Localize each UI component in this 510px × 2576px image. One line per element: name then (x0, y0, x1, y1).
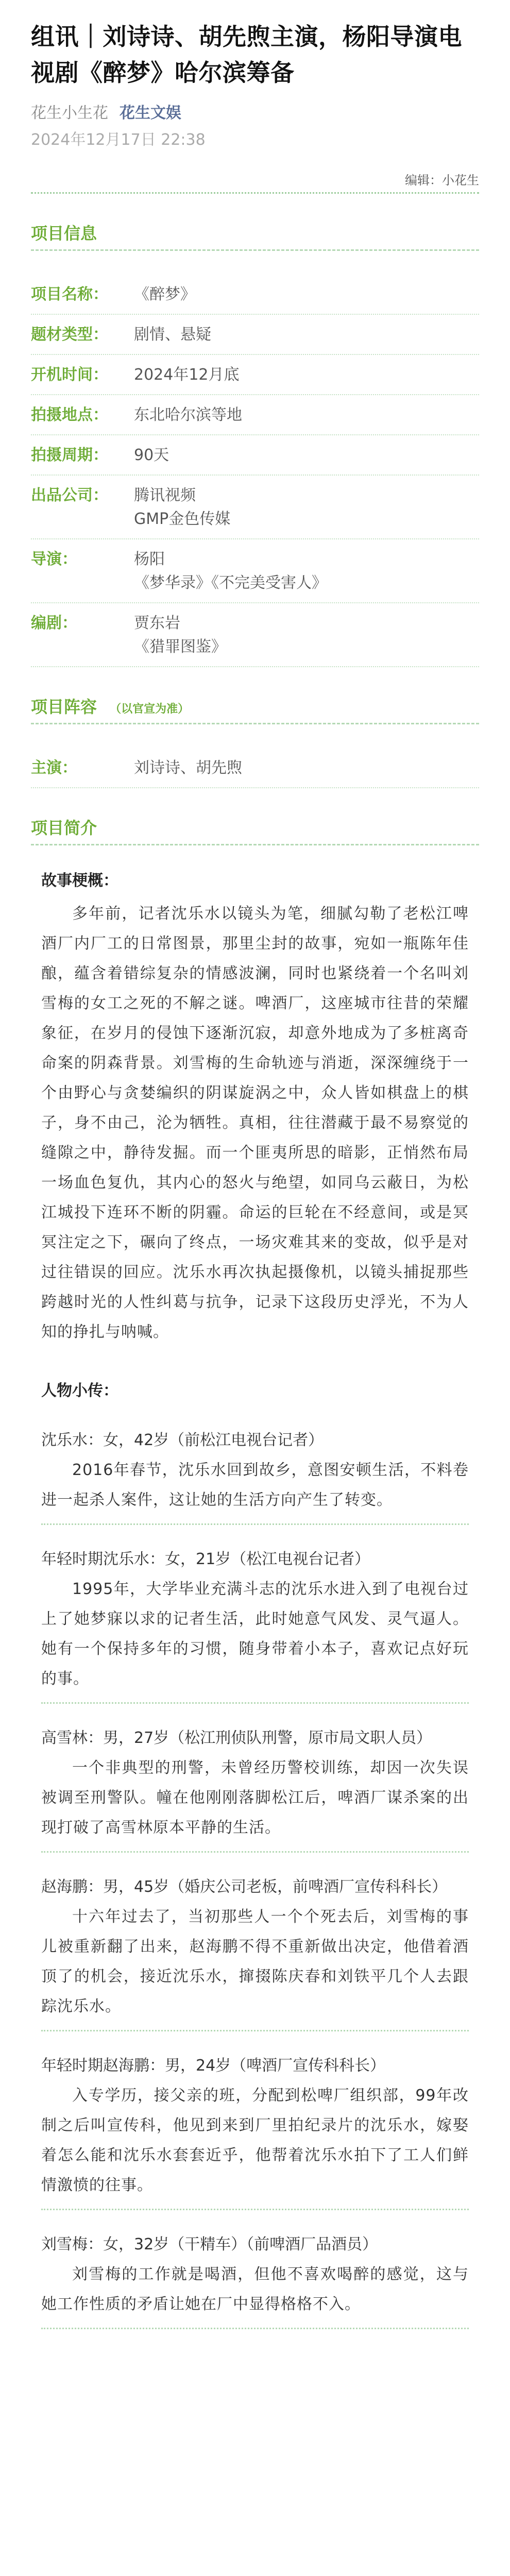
character-desc: 刘雪梅的工作就是喝酒，但他不喜欢喝醉的感觉，这与她工作性质的矛盾让她在厂中显得格格不入。 (41, 2265, 469, 2313)
info-value: 东北哈尔滨等地 (134, 406, 242, 424)
divider (41, 2209, 469, 2210)
story-block (41, 866, 469, 2329)
cast-heading: 人物小传： (41, 1382, 118, 1400)
divider (41, 2030, 469, 2031)
publish-date: 2024年12月17日 22:38 (31, 131, 206, 149)
character-name: 刘雪梅：女，32岁（干精车）（前啤酒厂品酒员） (41, 2235, 378, 2253)
character-name: 沈乐水：女，42岁（前松江电视台记者） (41, 1431, 324, 1449)
character-item (41, 1545, 469, 1704)
editor-line (31, 170, 479, 194)
divider (41, 1702, 469, 1704)
info-value: 刘诗诗、胡先煦 (134, 759, 242, 777)
section-cast (31, 694, 479, 724)
divider (41, 1523, 469, 1525)
section-title: 项目阵容 (31, 697, 97, 717)
section-project-info (31, 221, 479, 251)
lead-list (31, 748, 479, 788)
character-item (41, 1872, 469, 2031)
character-name: 赵海鹏：男，45岁（婚庆公司老板，前啤酒厂宣传科科长） (41, 1878, 448, 1896)
info-value: 剧情、悬疑 (134, 326, 211, 344)
character-desc: 十六年过去了，当初那些人一个个死去后，刘雪梅的事儿被重新翻了出来，赵海鹏不得不重新做出决定，他借着酒顶了的机会，接近沈乐水，撺掇陈庆春和刘铁平几个人去跟踪沈乐水。 (41, 1908, 469, 2015)
info-row-period (31, 435, 479, 476)
info-list (31, 275, 479, 667)
section-title: 项目简介 (31, 818, 97, 838)
info-value: 2024年12月底 (134, 366, 240, 384)
info-row-name (31, 275, 479, 315)
editor-text: 编辑：小花生 (405, 173, 479, 188)
info-label: 题材类型： (31, 326, 108, 344)
character-desc: 1995年，大学毕业充满斗志的沈乐水进入到了电视台过上了她梦寐以求的记者生活，此时她意气风发、灵气逼人。她有一个保持多年的习惯，随身带着小本子，喜欢记点好玩的事。 (41, 1580, 469, 1688)
story-heading: 故事梗概： (41, 872, 118, 890)
character-item (41, 2230, 469, 2329)
character-item (41, 1723, 469, 1853)
info-label: 项目名称： (31, 285, 108, 303)
character-desc: 一个非典型的刑警，未曾经历警校训练，却因一次失误被调至刑警队。幢在他刚刚落脚松江后，啤酒厂谋杀案的出现打破了高雪林原本平静的生活。 (41, 1759, 469, 1837)
character-desc: 2016年春节，沈乐水回到故乡，意图安顿生活，不料卷进一起杀人案件，这让她的生活方向产生了转变。 (41, 1461, 469, 1509)
article-meta (0, 91, 510, 123)
info-row-location (31, 395, 479, 435)
info-label: 导演： (31, 550, 77, 568)
account-link[interactable]: 花生文娱 (120, 104, 181, 122)
character-item (41, 1426, 469, 1525)
info-label: 拍摄周期： (31, 446, 108, 464)
info-value: 腾讯视频 GMP金色传媒 (134, 486, 231, 528)
divider (41, 2328, 469, 2329)
section-summary (31, 815, 479, 845)
divider (41, 1851, 469, 1853)
info-label: 出品公司： (31, 486, 108, 504)
section-note: （以官宣为准） (110, 703, 190, 716)
info-row-director (31, 539, 479, 603)
character-name: 年轻时期赵海鹏：男，24岁（啤酒厂宣传科科长） (41, 2057, 386, 2075)
info-value: 贾东岩 《猎罪图鉴》 (134, 614, 227, 656)
story-text: 多年前，记者沈乐水以镜头为笔，细腻勾勒了老松江啤酒厂内厂工的日常图景，那里尘封的故事，宛如一瓶陈年佳酿，蕴含着错综复杂的情感波澜，同时也紧绕着一个名叫刘雪梅的女工之死的不解之谜。啤酒厂，这座城市往昔的荣耀象征，在岁月的侵蚀下逐渐沉寂，却意外地成为了多桩离奇命案的阴森背景。刘雪梅的生命轨迹与消逝，深深缠绕于一个由野心与贪婪编织的阴谋旋涡之中，众人皆如棋盘上的棋子，身不由己，沦为牺牲。真相，往往潜藏于最不易察觉的缝隙之中，静待发掘。而一个匪夷所思的暗影，正悄然布局一场血色复仇，其内心的怒火与绝望，如同乌云蔽日，为松江城投下连环不断的阴霾。命运的巨轮在不经意间，或是冥冥注定之下，碾向了终点，一场灾难其来的变故，似乎是对过往错误的回应。沈乐水再次执起摄像机，以镜头捕捉那些跨越时光的人性纠葛与抗争，记录下这段历史浮光，不为人知的挣扎与呐喊。 (41, 905, 469, 1341)
info-row-lead (31, 748, 479, 788)
info-value: 《醉梦》 (134, 285, 196, 303)
info-row-start (31, 355, 479, 395)
info-value: 90天 (134, 446, 169, 464)
info-value: 杨阳 《梦华录》《不完美受害人》 (134, 550, 327, 592)
info-label: 拍摄地点： (31, 406, 108, 424)
info-row-producer (31, 476, 479, 539)
character-desc: 入专学历，接父亲的班，分配到松啤厂组织部，99年改制之后叫宣传科，他见到来到厂里拍纪录片的沈乐水，嫁娶着怎么能和沈乐水套套近乎，他帮着沈乐水拍下了工人们鲜情激愤的往事。 (41, 2087, 469, 2194)
character-item (41, 2051, 469, 2210)
author-name: 花生小生花 (31, 104, 108, 122)
article-title: 组讯｜刘诗诗、胡先煦主演，杨阳导演电视剧《醉梦》哈尔滨筹备 (31, 23, 462, 87)
character-name: 年轻时期沈乐水：女，21岁（松江电视台记者） (41, 1550, 370, 1568)
info-label: 编剧： (31, 614, 77, 632)
info-row-genre (31, 315, 479, 355)
info-row-writer (31, 603, 479, 667)
info-label: 主演： (31, 759, 77, 777)
character-name: 高雪林：男，27岁（松江刑侦队刑警，原市局文职人员） (41, 1729, 432, 1747)
section-title: 项目信息 (31, 224, 97, 243)
info-label: 开机时间： (31, 366, 108, 384)
